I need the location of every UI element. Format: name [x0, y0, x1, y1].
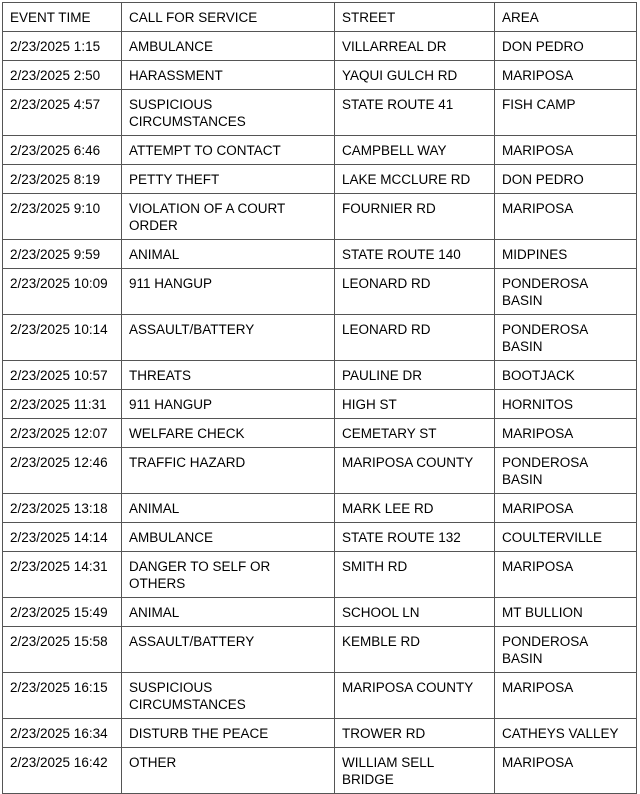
- event-time-cell: 2/23/2025 4:57: [3, 90, 122, 136]
- call-type-cell: SUSPICIOUS CIRCUMSTANCES: [122, 673, 335, 719]
- call-type-cell: ANIMAL: [122, 240, 335, 269]
- event-time-cell: 2/23/2025 16:15: [3, 673, 122, 719]
- table-row: [3, 194, 637, 240]
- table-row: [3, 165, 637, 194]
- event-time-cell: 2/23/2025 10:14: [3, 315, 122, 361]
- street-cell: FOURNIER RD: [335, 194, 495, 240]
- table-row: [3, 419, 637, 448]
- event-time-cell: 2/23/2025 14:31: [3, 552, 122, 598]
- table-row: [3, 448, 637, 494]
- table-row: [3, 269, 637, 315]
- event-time-cell: 2/23/2025 9:10: [3, 194, 122, 240]
- call-type-cell: AMBULANCE: [122, 523, 335, 552]
- area-cell: DON PEDRO: [495, 165, 637, 194]
- table-row: [3, 719, 637, 748]
- street-cell: MARK LEE RD: [335, 494, 495, 523]
- event-time-cell: 2/23/2025 9:59: [3, 240, 122, 269]
- area-cell: BOOTJACK: [495, 361, 637, 390]
- area-cell: FISH CAMP: [495, 90, 637, 136]
- street-cell: CEMETARY ST: [335, 419, 495, 448]
- street-cell: MARIPOSA COUNTY: [335, 673, 495, 719]
- event-time-cell: 2/23/2025 6:46: [3, 136, 122, 165]
- table-row: [3, 748, 637, 794]
- event-time-cell: 2/23/2025 8:19: [3, 165, 122, 194]
- area-cell: MARIPOSA: [495, 61, 637, 90]
- header-area: AREA: [495, 3, 637, 32]
- area-cell: COULTERVILLE: [495, 523, 637, 552]
- area-cell: MARIPOSA: [495, 494, 637, 523]
- area-cell: PONDEROSA BASIN: [495, 269, 637, 315]
- street-cell: TROWER RD: [335, 719, 495, 748]
- call-type-cell: ANIMAL: [122, 494, 335, 523]
- street-cell: LEONARD RD: [335, 269, 495, 315]
- event-time-cell: 2/23/2025 15:49: [3, 598, 122, 627]
- table-row: [3, 61, 637, 90]
- table-row: [3, 32, 637, 61]
- call-type-cell: PETTY THEFT: [122, 165, 335, 194]
- street-cell: CAMPBELL WAY: [335, 136, 495, 165]
- street-cell: MARIPOSA COUNTY: [335, 448, 495, 494]
- call-type-cell: ANIMAL: [122, 598, 335, 627]
- event-time-cell: 2/23/2025 12:07: [3, 419, 122, 448]
- area-cell: DON PEDRO: [495, 32, 637, 61]
- event-time-cell: 2/23/2025 12:46: [3, 448, 122, 494]
- event-time-cell: 2/23/2025 16:34: [3, 719, 122, 748]
- street-cell: STATE ROUTE 132: [335, 523, 495, 552]
- call-type-cell: ATTEMPT TO CONTACT: [122, 136, 335, 165]
- area-cell: MIDPINES: [495, 240, 637, 269]
- table-row: [3, 90, 637, 136]
- area-cell: MARIPOSA: [495, 552, 637, 598]
- table-row: [3, 673, 637, 719]
- area-cell: MT BULLION: [495, 598, 637, 627]
- table-row: [3, 598, 637, 627]
- call-log-table: [2, 2, 637, 794]
- table-row: [3, 390, 637, 419]
- table-body: [3, 32, 637, 794]
- street-cell: VILLARREAL DR: [335, 32, 495, 61]
- street-cell: YAQUI GULCH RD: [335, 61, 495, 90]
- event-time-cell: 2/23/2025 16:42: [3, 748, 122, 794]
- street-cell: KEMBLE RD: [335, 627, 495, 673]
- call-type-cell: 911 HANGUP: [122, 269, 335, 315]
- event-time-cell: 2/23/2025 14:14: [3, 523, 122, 552]
- event-time-cell: 2/23/2025 13:18: [3, 494, 122, 523]
- event-time-cell: 2/23/2025 10:57: [3, 361, 122, 390]
- area-cell: MARIPOSA: [495, 136, 637, 165]
- street-cell: LAKE MCCLURE RD: [335, 165, 495, 194]
- call-type-cell: DANGER TO SELF OR OTHERS: [122, 552, 335, 598]
- street-cell: STATE ROUTE 41: [335, 90, 495, 136]
- table-row: [3, 240, 637, 269]
- event-time-cell: 2/23/2025 11:31: [3, 390, 122, 419]
- table-row: [3, 315, 637, 361]
- table-row: [3, 136, 637, 165]
- call-type-cell: SUSPICIOUS CIRCUMSTANCES: [122, 90, 335, 136]
- call-type-cell: HARASSMENT: [122, 61, 335, 90]
- area-cell: PONDEROSA BASIN: [495, 627, 637, 673]
- area-cell: MARIPOSA: [495, 419, 637, 448]
- table-row: [3, 494, 637, 523]
- area-cell: MARIPOSA: [495, 748, 637, 794]
- header-event-time: EVENT TIME: [3, 3, 122, 32]
- call-type-cell: ASSAULT/BATTERY: [122, 315, 335, 361]
- header-call-for-service: CALL FOR SERVICE: [122, 3, 335, 32]
- street-cell: LEONARD RD: [335, 315, 495, 361]
- street-cell: HIGH ST: [335, 390, 495, 419]
- call-type-cell: THREATS: [122, 361, 335, 390]
- area-cell: HORNITOS: [495, 390, 637, 419]
- street-cell: STATE ROUTE 140: [335, 240, 495, 269]
- header-street: STREET: [335, 3, 495, 32]
- table-row: [3, 552, 637, 598]
- area-cell: MARIPOSA: [495, 673, 637, 719]
- call-type-cell: VIOLATION OF A COURT ORDER: [122, 194, 335, 240]
- street-cell: SMITH RD: [335, 552, 495, 598]
- street-cell: WILLIAM SELL BRIDGE: [335, 748, 495, 794]
- street-cell: PAULINE DR: [335, 361, 495, 390]
- event-time-cell: 2/23/2025 10:09: [3, 269, 122, 315]
- call-type-cell: AMBULANCE: [122, 32, 335, 61]
- table-row: [3, 523, 637, 552]
- table-row: [3, 361, 637, 390]
- table-row: [3, 627, 637, 673]
- area-cell: PONDEROSA BASIN: [495, 448, 637, 494]
- call-type-cell: TRAFFIC HAZARD: [122, 448, 335, 494]
- event-time-cell: 2/23/2025 2:50: [3, 61, 122, 90]
- call-type-cell: OTHER: [122, 748, 335, 794]
- event-time-cell: 2/23/2025 15:58: [3, 627, 122, 673]
- call-type-cell: DISTURB THE PEACE: [122, 719, 335, 748]
- call-type-cell: ASSAULT/BATTERY: [122, 627, 335, 673]
- street-cell: SCHOOL LN: [335, 598, 495, 627]
- area-cell: MARIPOSA: [495, 194, 637, 240]
- area-cell: CATHEYS VALLEY: [495, 719, 637, 748]
- call-type-cell: 911 HANGUP: [122, 390, 335, 419]
- header-row: [3, 3, 637, 32]
- call-type-cell: WELFARE CHECK: [122, 419, 335, 448]
- event-time-cell: 2/23/2025 1:15: [3, 32, 122, 61]
- area-cell: PONDEROSA BASIN: [495, 315, 637, 361]
